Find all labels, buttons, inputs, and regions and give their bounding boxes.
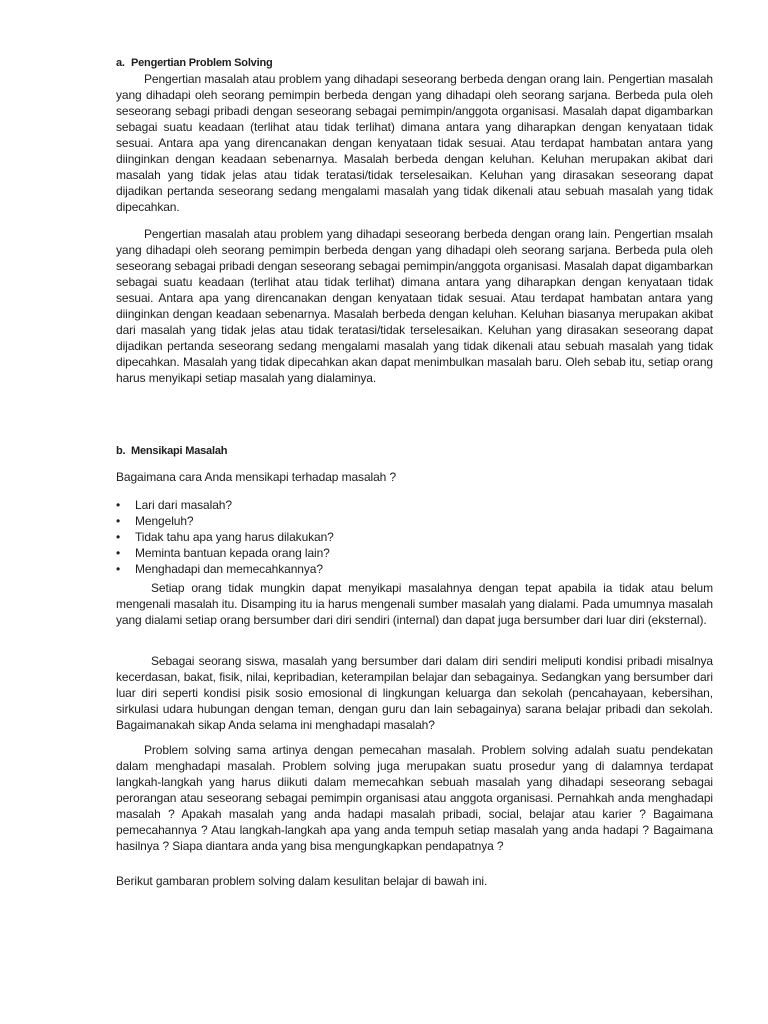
list-item bbox=[116, 545, 334, 561]
bullet-icon: • bbox=[116, 498, 121, 512]
section-a-marker: a. bbox=[116, 57, 125, 69]
list-item-text: Lari dari masalah? bbox=[135, 498, 232, 512]
section-a-heading bbox=[116, 55, 273, 71]
list-item-text: Mengeluh? bbox=[135, 514, 194, 528]
section-b-marker: b. bbox=[116, 445, 126, 457]
section-a-title: Pengertian Problem Solving bbox=[131, 57, 273, 69]
list-item bbox=[116, 529, 334, 545]
section-a-paragraph-2: Pengertian masalah atau problem yang dihadapi seseorang berbeda dengan orang lain. Pengertian msalah yang dihadapi oleh seorang pemimpin berbeda dengan yang dihadapi oleh seorang sarjana. Berbeda pula oleh seseorang sebagai pribadi dengan seseorang sebagai pemimpin/anggota organisasi. Masalah dapat digambarkan sebagai suatu keadaan (terlihat atau tidak terlihat) dimana antara yang diharapkan dengan kenyataan tidak sesuai. Antara apa yang direncanakan dengan kenyataan tidak sesuai. Atau terdapat hambatan antara yang diinginkan dengan keadaan sebenarnya. Masalah berbeda dengan keluhan. Keluhan biasanya merupakan akibat dari masalah yang tidak jelas atau tidak teratasi/tidak terselesaikan. Keluhan yang dirasakan seseorang dapat dijadikan pertanda seseorang sedang mengalami masalah yang tidak dikenali atau sebuah masalah yang tidak dipecahkan. Masalah yang tidak dipecahkan akan dapat menimbulkan masalah baru. Oleh sebab itu, setiap orang harus menyikapi setiap masalah yang dialaminya. bbox=[116, 227, 713, 385]
list-item bbox=[116, 497, 334, 513]
list-item bbox=[116, 513, 334, 529]
list-item-text: Tidak tahu apa yang harus dilakukan? bbox=[135, 530, 334, 544]
section-b-question: Bagaimana cara Anda mensikapi terhadap masalah ? bbox=[116, 470, 397, 484]
bullet-icon: • bbox=[116, 514, 121, 528]
section-b-paragraph-2: Sebagai seorang siswa, masalah yang bersumber dari dalam diri sendiri meliputi kondisi pribadi misalnya kecerdasan, bakat, fisik, nilai, kepribadian, keterampilan belajar dan sebagainya. Sedangkan yang bersumber dari luar diri seperti kondisi pisik sosio emosional di lingkungan keluarga dan sekolah (pencahayaan, kebersihan, sirkulasi udara hubungan dengan teman, dengan guru dan lain sebagainya) sarana belajar pribadi dan sekolah. Bagaimanakah sikap Anda selama ini menghadapi masalah? bbox=[116, 654, 713, 732]
list-item bbox=[116, 561, 334, 577]
section-b-heading bbox=[116, 443, 227, 459]
bullet-icon: • bbox=[116, 530, 121, 544]
bullet-icon: • bbox=[116, 562, 121, 576]
list-item-text: Menghadapi dan memecahkannya? bbox=[135, 562, 323, 576]
section-b-title: Mensikapi Masalah bbox=[131, 445, 228, 457]
section-b-closing: Berikut gambaran problem solving dalam kesulitan belajar di bawah ini. bbox=[116, 874, 488, 888]
section-b-paragraph-1: Setiap orang tidak mungkin dapat menyikapi masalahnya dengan tepat apabila ia tidak atau belum mengenali masalah itu. Disamping itu ia harus mengenali sumber masalah yang dialami. Pada umumnya masalah yang dialami setiap orang bersumber dari diri sendiri (internal) dan dapat juga bersumber dari luar diri (eksternal). bbox=[116, 581, 713, 627]
section-a-paragraph-1: Pengertian masalah atau problem yang dihadapi seseorang berbeda dengan orang lain. Pengertian masalah yang dihadapi oleh seorang pemimpin berbeda dengan yang dihadapi oleh seorang sarjana. Berbeda pula oleh seseorang sebagi pribadi dengan seseorang sebagai pemimpin/anggota organisasi. Masalah dapat digambarkan sebagai suatu keadaan (terlihat atau tidak terlihat) dimana antara yang diharapkan dengan kenyataan tidak sesuai. Antara apa yang direncanakan dengan kenyataan tidak sesuai. Atau terdapat hambatan antara yang diinginkan dengan keadaan sebenarnya. Masalah berbeda dengan keluhan. Keluhan merupakan akibat dari masalah yang tidak jelas atau tidak teratasi/tidak terselesaikan. Keluhan yang dirasakan seseorang dapat dijadikan pertanda seseorang sedang mengalami masalah yang tidak dikenali atau sebuah masalah yang tidak dipecahkan. bbox=[116, 72, 713, 214]
list-item-text: Meminta bantuan kepada orang lain? bbox=[135, 546, 330, 560]
response-options-list bbox=[116, 497, 334, 577]
bullet-icon: • bbox=[116, 546, 121, 560]
section-b-paragraph-3: Problem solving sama artinya dengan pemecahan masalah. Problem solving adalah suatu pendekatan dalam menghadapi masalah. Problem solving juga merupakan suatu prosedur yang di dalamnya terdapat langkah-langkah yang harus diikuti dalam memecahkan sebuah masalah yang dihadapi seseorang sebagai perorangan atau seseorang sebagai pemimpin organisasi atau anggota organisasi. Pernahkah anda menghadapi masalah ? Apakah masalah yang anda hadapi masalah pribadi, social, belajar atau karier ? Bagaimana pemecahannya ? Atau langkah-langkah apa yang anda tempuh setiap masalah yang anda hadapi ? Bagaimana hasilnya ? Siapa diantara anda yang bisa mengungkapkan pendapatnya ? bbox=[116, 743, 713, 853]
